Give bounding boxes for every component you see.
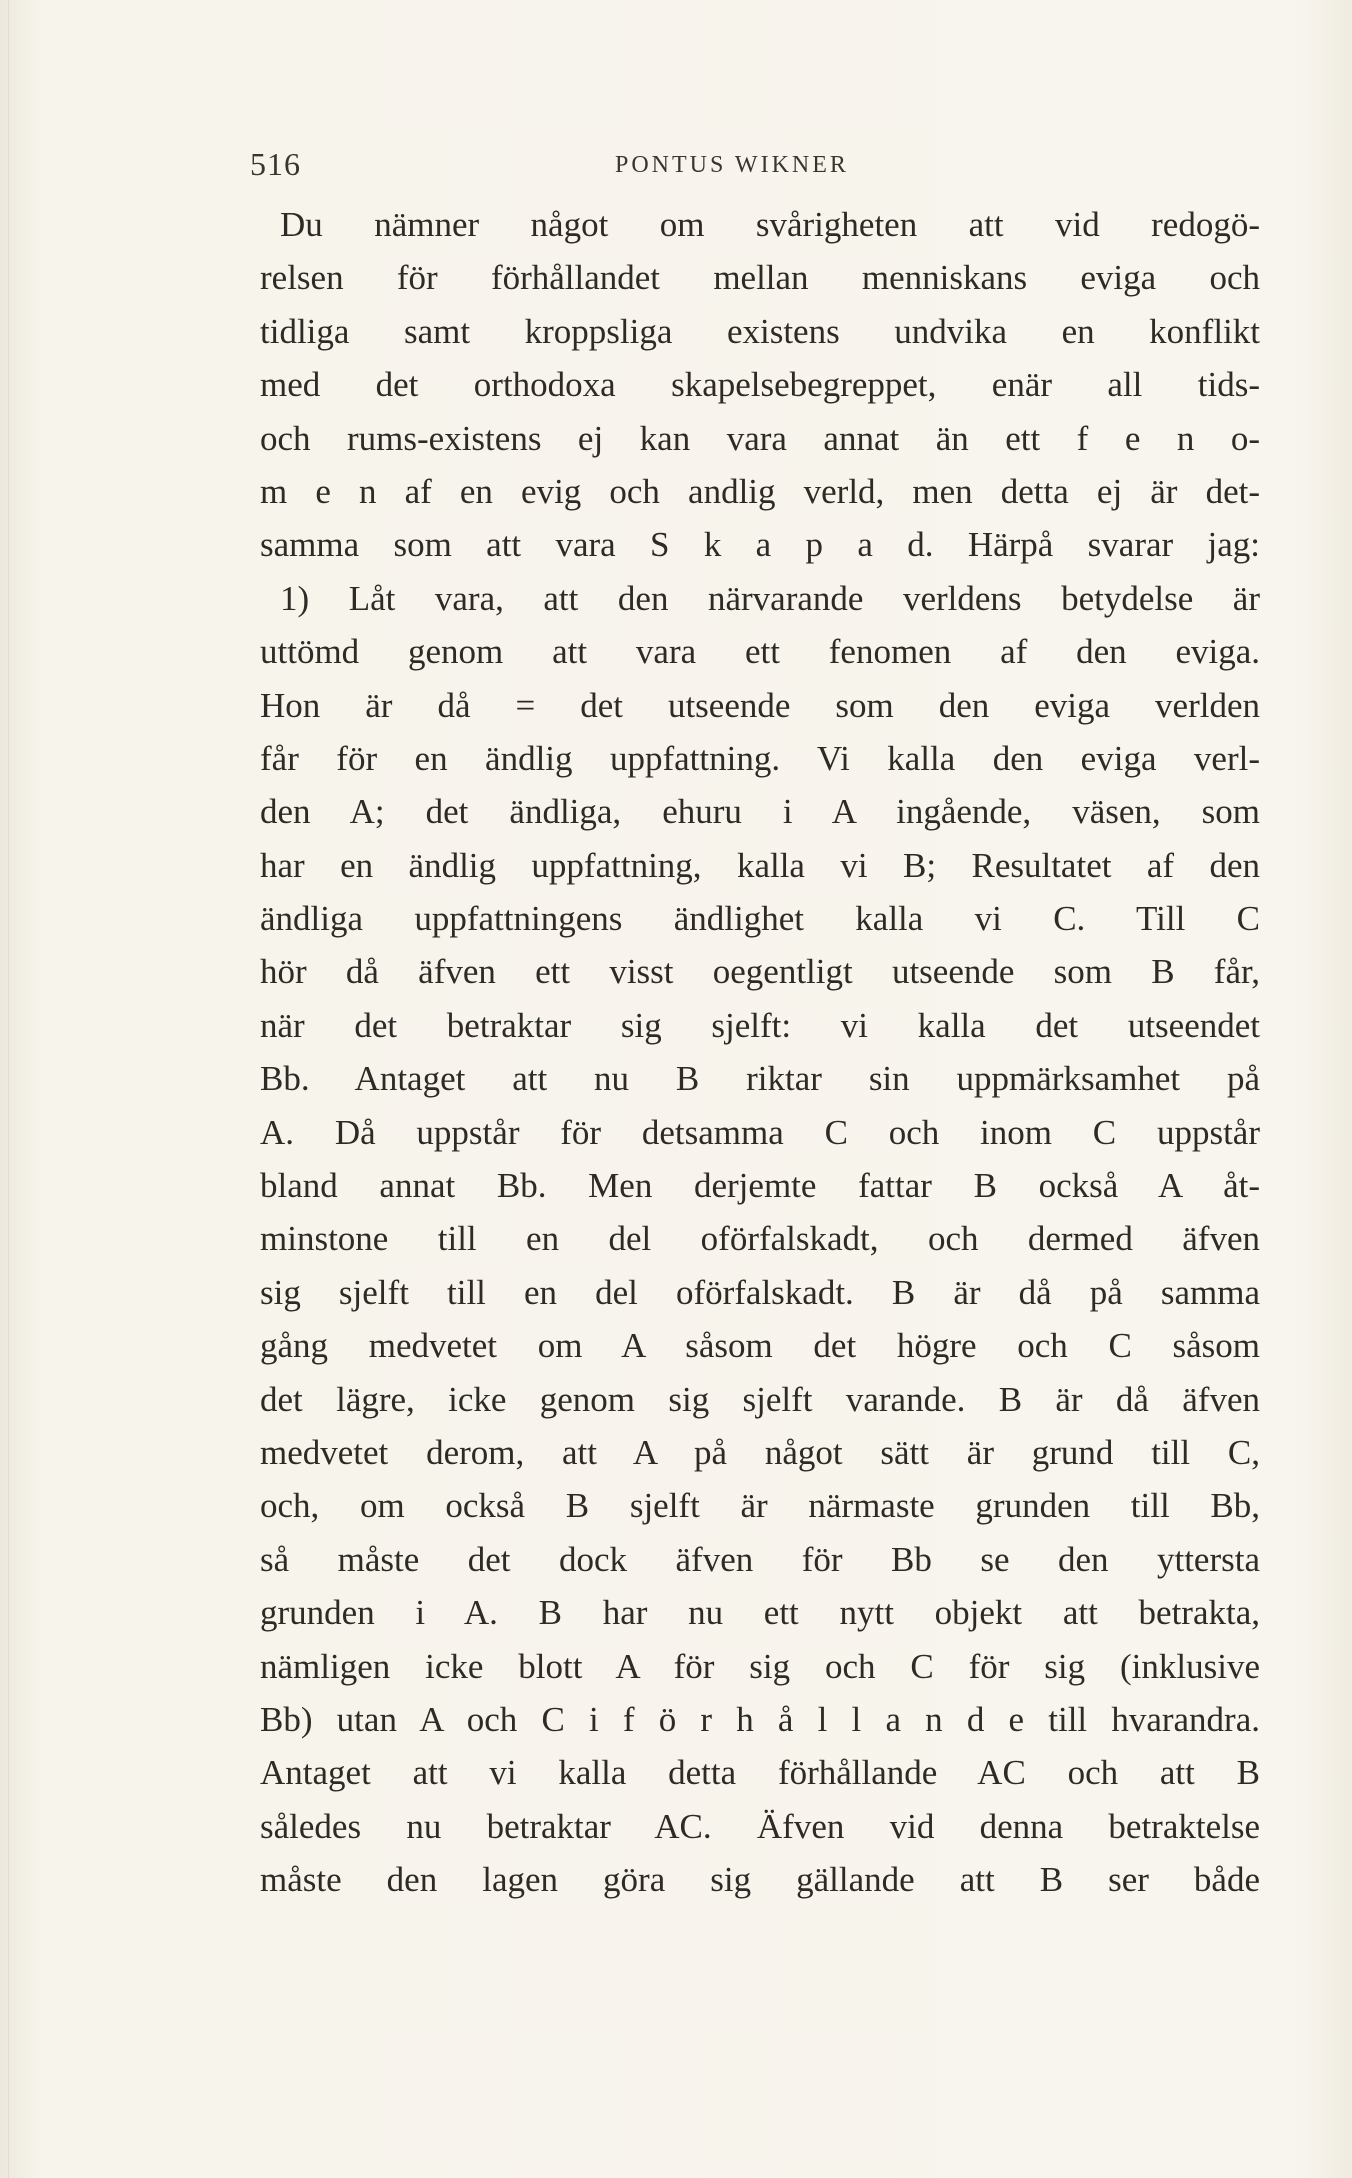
text-line: och, om också B sjelft är närmaste grunden till Bb, [260,1486,1260,1526]
text-line: bland annat Bb. Men derjemte fattar B också A åt- [260,1166,1260,1206]
text-line: Bb. Antaget att nu B riktar sin uppmärksamhet på [260,1059,1260,1099]
text-line: nämligen icke blott A för sig och C för sig (inklusive [260,1646,1260,1686]
text-line: har en ändlig uppfattning, kalla vi B; Resultatet af den [260,845,1260,885]
text-line: Bb) utan A och C i f ö r h å l l a n d e till hvarandra. [260,1699,1260,1739]
text-line: med det orthodoxa skapelsebegreppet, enär all tids- [260,365,1260,405]
text-line: hör då äfven ett visst oegentligt utseende som B får, [260,952,1260,992]
text-line: Antaget att vi kalla detta förhållande AC och att B [260,1753,1260,1793]
page-number: 516 [250,146,301,182]
text-line: Hon är då = det utseende som den eviga verlden [260,685,1260,725]
text-line: uttömd genom att vara ett fenomen af den eviga. [260,632,1260,672]
text-line: den A; det ändliga, ehuru i A ingående, väsen, som [260,792,1260,832]
text-line: således nu betraktar AC. Äfven vid denna betraktelse [260,1806,1260,1846]
text-line: får för en ändlig uppfattning. Vi kalla den eviga verl- [260,738,1260,778]
body-text [260,198,1260,1907]
text-line: Du nämner något om svårigheten att vid redogö- [280,205,1260,244]
text-line: gång medvetet om A såsom det högre och C såsom [260,1326,1260,1366]
text-line: 1) Låt vara, att den närvarande verldens betydelse är [280,578,1260,618]
text-line: när det betraktar sig sjelft: vi kalla det utseendet [260,1005,1260,1045]
text-line: så måste det dock äfven för Bb se den yttersta [260,1539,1260,1579]
text-line: sig sjelft till en del oförfalskadt. B är då på samma [260,1272,1260,1312]
text-line: relsen för förhållandet mellan menniskans eviga och [260,258,1260,298]
text-line: medvetet derom, att A på något sätt är grund till C, [260,1432,1260,1472]
text-line: grunden i A. B har nu ett nytt objekt att betrakta, [260,1593,1260,1633]
page-header [250,146,1050,186]
running-head: PONTUS WIKNER [615,152,849,178]
text-line: det lägre, icke genom sig sjelft varande. B är då äfven [260,1379,1260,1419]
text-line: samma som att vara S k a p a d. Härpå svarar jag: [260,525,1260,565]
text-line: A. Då uppstår för detsamma C och inom C uppstår [260,1112,1260,1152]
page-edge [8,0,9,2178]
text-line: måste den lagen göra sig gällande att B ser både [260,1860,1260,1900]
text-line: m e n af en evig och andlig verld, men detta ej är det- [260,471,1260,511]
text-line: ändliga uppfattningens ändlighet kalla vi C. Till C [260,899,1260,939]
text-line: minstone till en del oförfalskadt, och dermed äfven [260,1219,1260,1259]
text-line: tidliga samt kroppsliga existens undvika en konflikt [260,311,1260,351]
text-line: och rums-existens ej kan vara annat än ett f e n o- [260,418,1260,458]
